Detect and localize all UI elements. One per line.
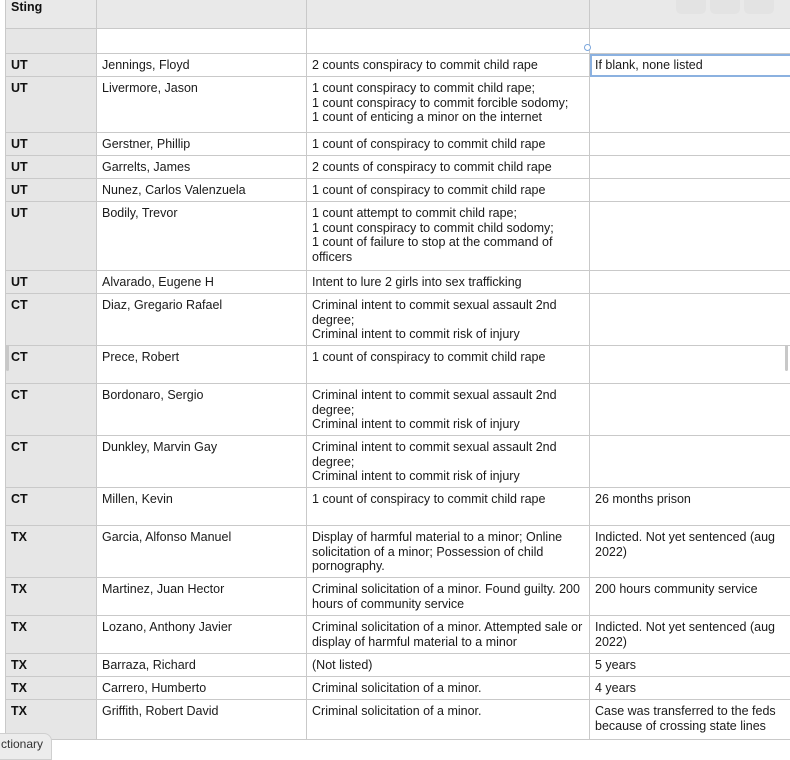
blank-cell[interactable]	[590, 29, 790, 54]
resize-handle-right[interactable]	[785, 345, 788, 371]
suspect-name-cell[interactable]: Gerstner, Phillip	[97, 133, 307, 156]
charge-line: 1 count attempt to commit child rape;	[312, 206, 584, 221]
state-cell[interactable]: TX	[6, 526, 97, 578]
state-cell[interactable]: UT	[6, 202, 97, 271]
charges-cell[interactable]	[307, 526, 590, 578]
charge-line: Criminal solicitation of a minor.	[312, 681, 584, 696]
sentence-line: Case was transferred to the feds because of crossing state lines	[595, 704, 790, 733]
header-suspects-cell[interactable]	[97, 0, 307, 29]
data-table	[5, 0, 790, 740]
charge-line: 1 count conspiracy to commit child sodomy;	[312, 221, 584, 236]
suspect-name-cell[interactable]: Barraza, Richard	[97, 654, 307, 677]
charges-cell[interactable]	[307, 294, 590, 346]
charge-line: 2 counts of conspiracy to commit child rape	[312, 160, 584, 175]
state-cell[interactable]: UT	[6, 271, 97, 294]
charges-cell[interactable]	[307, 436, 590, 488]
suspect-name-cell[interactable]: Bordonaro, Sergio	[97, 384, 307, 436]
charge-line: 1 count conspiracy to commit child rape;	[312, 81, 584, 96]
resize-handle-left[interactable]	[6, 345, 9, 371]
sentence-cell[interactable]	[590, 54, 790, 77]
sentence-cell[interactable]	[590, 700, 790, 740]
comment-icon[interactable]	[676, 0, 706, 14]
sentence-cell[interactable]	[590, 202, 790, 271]
charges-cell[interactable]	[307, 346, 590, 384]
blank-cell[interactable]	[6, 29, 97, 54]
table-row	[6, 202, 790, 271]
suspect-name-cell[interactable]: Carrero, Humberto	[97, 677, 307, 700]
charges-cell[interactable]	[307, 77, 590, 133]
table-row	[6, 294, 790, 346]
sentence-line: Indicted. Not yet sentenced (aug 2022)	[595, 530, 790, 559]
charges-cell[interactable]	[307, 616, 590, 654]
table-row	[6, 384, 790, 436]
header-state-line2: Sting	[11, 0, 91, 14]
sentence-cell[interactable]	[590, 526, 790, 578]
charge-line: Criminal intent to commit sexual assault 2nd degree;	[312, 440, 584, 469]
charges-cell[interactable]	[307, 271, 590, 294]
charges-cell[interactable]	[307, 156, 590, 179]
table-row	[6, 271, 790, 294]
charge-line: Intent to lure 2 girls into sex trafficking	[312, 275, 584, 290]
charge-line: 1 count of conspiracy to commit child rape	[312, 183, 584, 198]
suspect-name-cell[interactable]: Livermore, Jason	[97, 77, 307, 133]
table-row	[6, 526, 790, 578]
state-cell[interactable]: CT	[6, 488, 97, 526]
sentence-cell[interactable]	[590, 77, 790, 133]
charges-cell[interactable]	[307, 654, 590, 677]
blank-cell[interactable]	[97, 29, 307, 54]
state-cell[interactable]: UT	[6, 179, 97, 202]
sentence-cell[interactable]	[590, 616, 790, 654]
blank-row	[6, 29, 790, 54]
state-cell[interactable]: TX	[6, 700, 97, 740]
sentence-cell[interactable]	[590, 488, 790, 526]
suspect-name-cell[interactable]: Lozano, Anthony Javier	[97, 616, 307, 654]
table-row	[6, 436, 790, 488]
suspect-name-cell[interactable]: Garcia, Alfonso Manuel	[97, 526, 307, 578]
charge-line: Criminal solicitation of a minor.	[312, 704, 584, 719]
state-cell[interactable]: TX	[6, 616, 97, 654]
table-row	[6, 133, 790, 156]
floating-toolbar	[676, 0, 786, 16]
table-row	[6, 488, 790, 526]
charge-line: Display of harmful material to a minor; Online solicitation of a minor; Possession of child pornography.	[312, 530, 584, 574]
table-row	[6, 578, 790, 616]
selection-handle[interactable]	[584, 44, 591, 51]
suspect-name-cell[interactable]: Garrelts, James	[97, 156, 307, 179]
state-cell[interactable]: CT	[6, 346, 97, 384]
charge-line: Criminal intent to commit sexual assault 2nd degree;	[312, 298, 584, 327]
sentence-cell[interactable]	[590, 271, 790, 294]
table-row	[6, 156, 790, 179]
charge-line: 1 count of enticing a minor on the internet	[312, 110, 584, 125]
charge-line: 1 count of conspiracy to commit child rape	[312, 492, 584, 507]
table-row	[6, 346, 790, 384]
table-row	[6, 700, 790, 740]
suspect-name-cell[interactable]: Alvarado, Eugene H	[97, 271, 307, 294]
state-cell[interactable]: TX	[6, 578, 97, 616]
charge-line: 1 count of conspiracy to commit child rape	[312, 137, 584, 152]
sentence-cell[interactable]	[590, 578, 790, 616]
sentence-cell[interactable]	[590, 133, 790, 156]
table-row	[6, 54, 790, 77]
sentence-cell[interactable]	[590, 156, 790, 179]
table-row	[6, 654, 790, 677]
sentence-cell[interactable]	[590, 384, 790, 436]
state-cell[interactable]: TX	[6, 654, 97, 677]
table-row	[6, 677, 790, 700]
charge-line: Criminal solicitation of a minor. Attempted sale or display of harmful material to a minor	[312, 620, 584, 649]
state-cell[interactable]: UT	[6, 54, 97, 77]
blank-cell[interactable]	[307, 29, 590, 54]
charge-line: Criminal solicitation of a minor. Found guilty. 200 hours of community service	[312, 582, 584, 611]
sentence-cell[interactable]	[590, 346, 790, 384]
sentence-line: If blank, none listed	[595, 58, 790, 73]
charge-line: 1 count of conspiracy to commit child rape	[312, 350, 584, 365]
state-cell[interactable]: CT	[6, 384, 97, 436]
header-state-cell[interactable]	[6, 0, 97, 29]
table-row	[6, 616, 790, 654]
charges-cell[interactable]	[307, 677, 590, 700]
charges-cell[interactable]	[307, 488, 590, 526]
sentence-cell[interactable]	[590, 294, 790, 346]
suspect-name-cell[interactable]: Griffith, Robert David	[97, 700, 307, 740]
charge-line: Criminal intent to commit sexual assault 2nd degree;	[312, 388, 584, 417]
charge-line: Criminal intent to commit risk of injury	[312, 327, 584, 342]
sentence-cell[interactable]	[590, 436, 790, 488]
charge-line: (Not listed)	[312, 658, 584, 673]
state-cell[interactable]: CT	[6, 294, 97, 346]
history-icon[interactable]	[744, 0, 774, 14]
suspect-name-cell[interactable]: Dunkley, Marvin Gay	[97, 436, 307, 488]
table-row	[6, 77, 790, 133]
charges-cell[interactable]	[307, 202, 590, 271]
charges-cell[interactable]	[307, 54, 590, 77]
charge-line: Criminal intent to commit risk of injury	[312, 417, 584, 432]
suspect-name-cell[interactable]: Millen, Kevin	[97, 488, 307, 526]
suspect-name-cell[interactable]: Bodily, Trevor	[97, 202, 307, 271]
charges-cell[interactable]	[307, 179, 590, 202]
suspect-name-cell[interactable]: Nunez, Carlos Valenzuela	[97, 179, 307, 202]
sentence-line: Indicted. Not yet sentenced (aug 2022)	[595, 620, 790, 649]
header-row	[6, 0, 790, 29]
charge-line: 1 count of failure to stop at the command of officers	[312, 235, 584, 264]
sentence-line: 4 years	[595, 681, 790, 696]
charge-line: Criminal intent to commit risk of injury	[312, 469, 584, 484]
charges-cell[interactable]	[307, 384, 590, 436]
charges-cell[interactable]	[307, 133, 590, 156]
table-row	[6, 179, 790, 202]
state-cell[interactable]: UT	[6, 133, 97, 156]
suspect-name-cell[interactable]: Jennings, Floyd	[97, 54, 307, 77]
suspect-name-cell[interactable]: Prece, Robert	[97, 346, 307, 384]
sentence-cell[interactable]	[590, 179, 790, 202]
suspect-name-cell[interactable]: Diaz, Gregario Rafael	[97, 294, 307, 346]
state-cell[interactable]: UT	[6, 77, 97, 133]
sentence-cell[interactable]	[590, 677, 790, 700]
suspect-name-cell[interactable]: Martinez, Juan Hector	[97, 578, 307, 616]
sentence-line: 200 hours community service	[595, 582, 790, 597]
charges-cell[interactable]	[307, 700, 590, 740]
charge-line: 2 counts conspiracy to commit child rape	[312, 58, 584, 73]
format-icon[interactable]	[710, 0, 740, 14]
state-cell[interactable]: CT	[6, 436, 97, 488]
sentence-line: 5 years	[595, 658, 790, 673]
sentence-line: 26 months prison	[595, 492, 790, 507]
charges-cell[interactable]	[307, 578, 590, 616]
dictionary-tab[interactable]: ctionary	[0, 733, 52, 760]
header-arrested-for-cell[interactable]	[307, 0, 590, 29]
state-cell[interactable]: UT	[6, 156, 97, 179]
state-cell[interactable]: TX	[6, 677, 97, 700]
sentence-cell[interactable]	[590, 654, 790, 677]
charge-line: 1 count conspiracy to commit forcible sodomy;	[312, 96, 584, 111]
